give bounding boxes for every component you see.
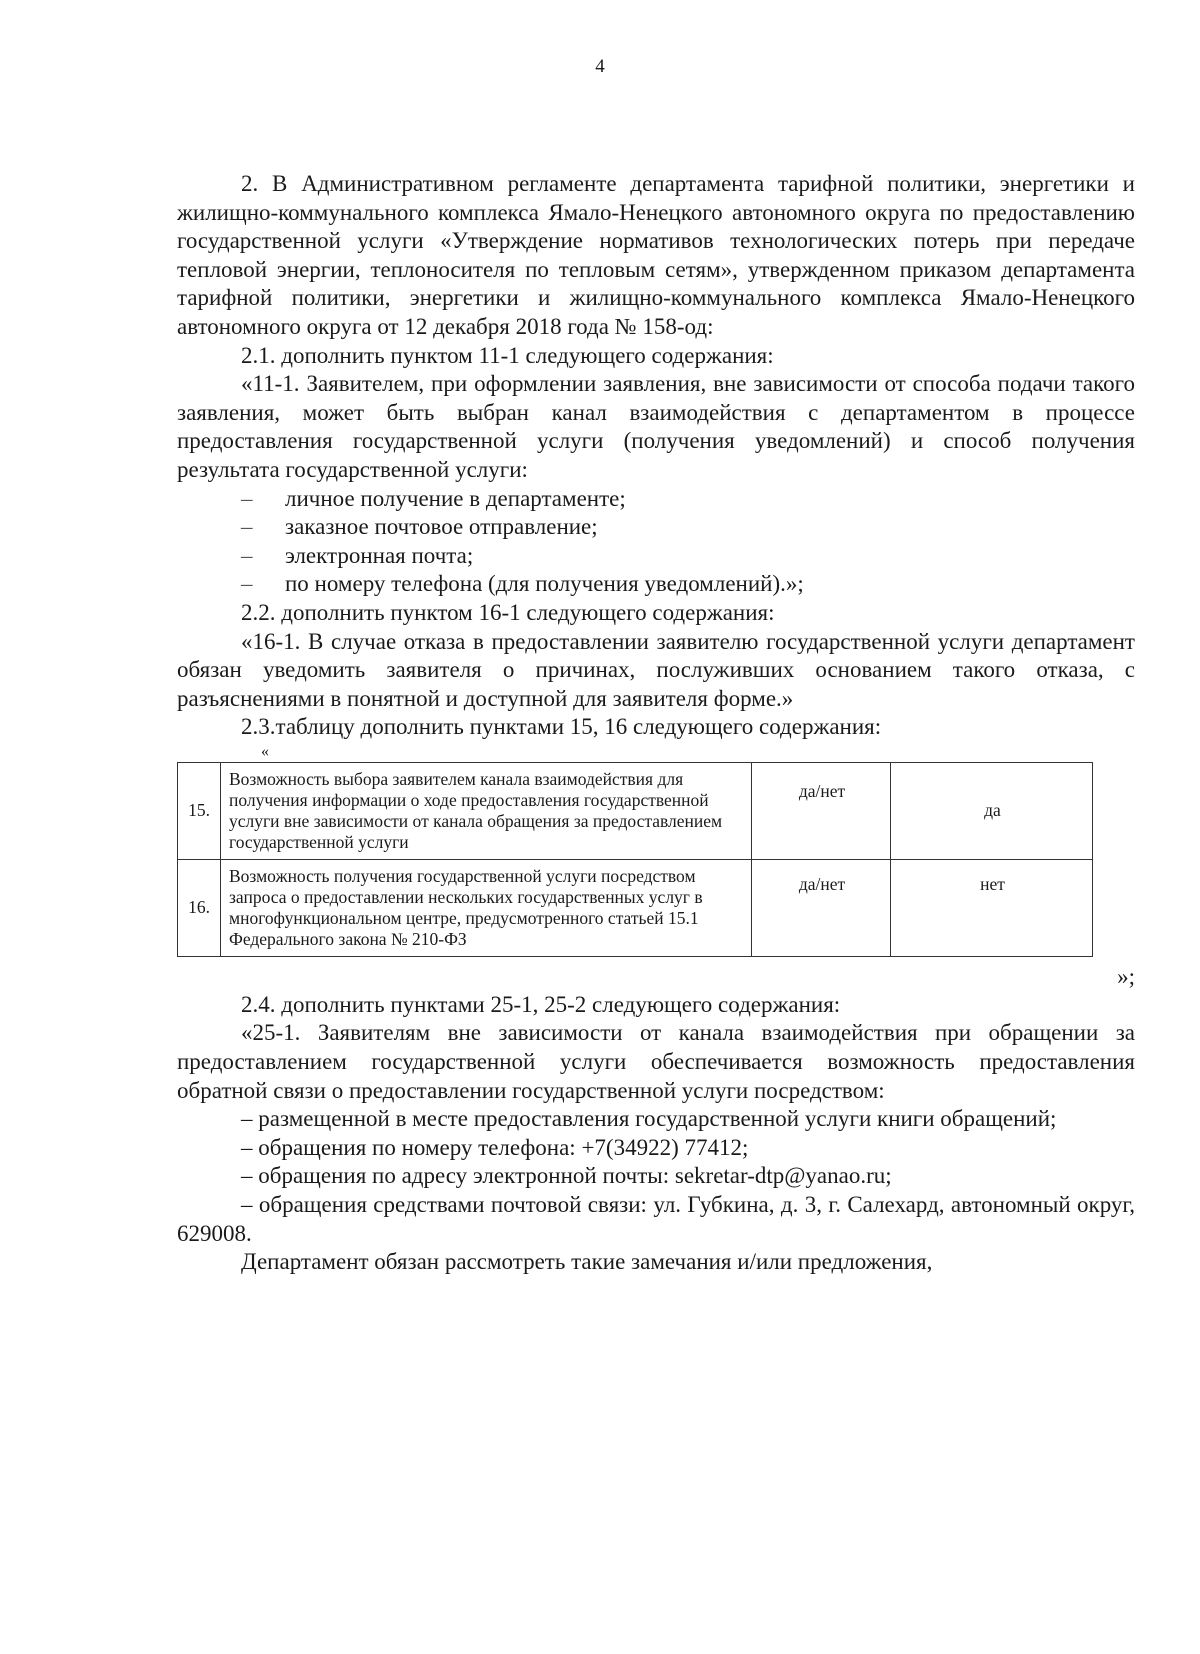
list-25-1-item: – обращения средствами почтовой связи: ул. Губкина, д. 3, г. Салехард, автономный округ, 629008. bbox=[177, 1192, 1135, 1246]
list-item bbox=[177, 570, 1135, 599]
table-row bbox=[178, 859, 1093, 956]
list-item-text: личное получение в департаменте; bbox=[285, 485, 626, 511]
row-number: 16. bbox=[178, 859, 221, 956]
dash-marker: – bbox=[241, 571, 253, 597]
list-11-1 bbox=[177, 485, 1135, 599]
table-row bbox=[178, 762, 1093, 859]
table-open-quote: « bbox=[261, 742, 269, 760]
list-item-text: электронная почта; bbox=[285, 542, 474, 568]
document-body bbox=[177, 170, 1135, 1277]
paragraph-25-1: «25-1. Заявителям вне зависимости от канала взаимодействия при обращении за предоставлением государственной услуги обеспечивается возможность предоставления обратной связи о предоставлении государственной услуги посредством: bbox=[177, 1020, 1135, 1103]
table-close-quote: »; bbox=[1117, 963, 1135, 989]
paragraph-2-4: 2.4. дополнить пунктами 25-1, 25-2 следующего содержания: bbox=[241, 991, 841, 1017]
paragraph-16-1: «16-1. В случае отказа в предоставлении заявителю государственной услуги департамент обязан уведомить заявителя о причинах, послуживших основанием такого отказа, с разъяснениями в понятной и доступной для заявителя форме.» bbox=[177, 628, 1135, 711]
list-item-text: заказное почтовое отправление; bbox=[285, 514, 598, 540]
list-item-text: по номеру телефона (для получения уведомлений).»; bbox=[285, 571, 804, 597]
list-25-1-item: – обращения по номеру телефона: +7(34922) 77412; bbox=[241, 1134, 749, 1160]
list-item bbox=[177, 513, 1135, 542]
paragraph-2: 2. В Административном регламенте департамента тарифной политики, энергетики и жилищно-коммунального комплекса Ямало-Ненецкого автономного округа по предоставлению государственной услуги «Утверждение нормативов технологических потерь при передаче тепловой энергии, теплоносителя по тепловым сетям», утвержденном приказом департамента тарифной политики, энергетики и жилищно-коммунального комплекса Ямало-Ненецкого автономного округа от 12 декабря 2018 года № 158-од: bbox=[177, 171, 1135, 339]
list-item bbox=[177, 485, 1135, 514]
row-value: нет bbox=[891, 859, 1093, 956]
dash-marker: – bbox=[241, 485, 253, 511]
indicator-table bbox=[177, 762, 1093, 957]
paragraph-last: Департамент обязан рассмотреть такие замечания и/или предложения, bbox=[241, 1249, 933, 1275]
row-unit: да/нет bbox=[752, 762, 891, 859]
row-description: Возможность выбора заявителем канала взаимодействия для получения информации о ходе предоставления государственной услуги вне зависимости от канала обращения за предоставлением государственной услуги bbox=[221, 762, 752, 859]
list-item bbox=[177, 542, 1135, 571]
row-description: Возможность получения государственной услуги посредством запроса о предоставлении нескольких государственных услуг в многофункциональном центре, предусмотренного статьей 15.1 Федерального закона № 210-ФЗ bbox=[221, 859, 752, 956]
paragraph-11-1: «11-1. Заявителем, при оформлении заявления, вне зависимости от способа подачи такого заявления, может быть выбран канал взаимодействия с департаментом в процессе предоставления государственной услуги (получения уведомлений) и способ получения результата государственной услуги: bbox=[177, 371, 1135, 482]
paragraph-2-2: 2.2. дополнить пунктом 16-1 следующего содержания: bbox=[241, 599, 775, 625]
list-25-1-item: – обращения по адресу электронной почты: sekretar-dtp@yanao.ru; bbox=[241, 1163, 892, 1189]
paragraph-2-1: 2.1. дополнить пунктом 11-1 следующего содержания: bbox=[241, 342, 774, 368]
row-number: 15. bbox=[178, 762, 221, 859]
paragraph-2-3: 2.3.таблицу дополнить пунктами 15, 16 следующего содержания: bbox=[241, 714, 882, 740]
row-unit: да/нет bbox=[752, 859, 891, 956]
dash-marker: – bbox=[241, 514, 253, 540]
list-25-1-item: – размещенной в месте предоставления государственной услуги книги обращений; bbox=[241, 1106, 1057, 1132]
row-value: да bbox=[891, 762, 1093, 859]
page-number: 4 bbox=[595, 56, 605, 77]
dash-marker: – bbox=[241, 542, 253, 568]
